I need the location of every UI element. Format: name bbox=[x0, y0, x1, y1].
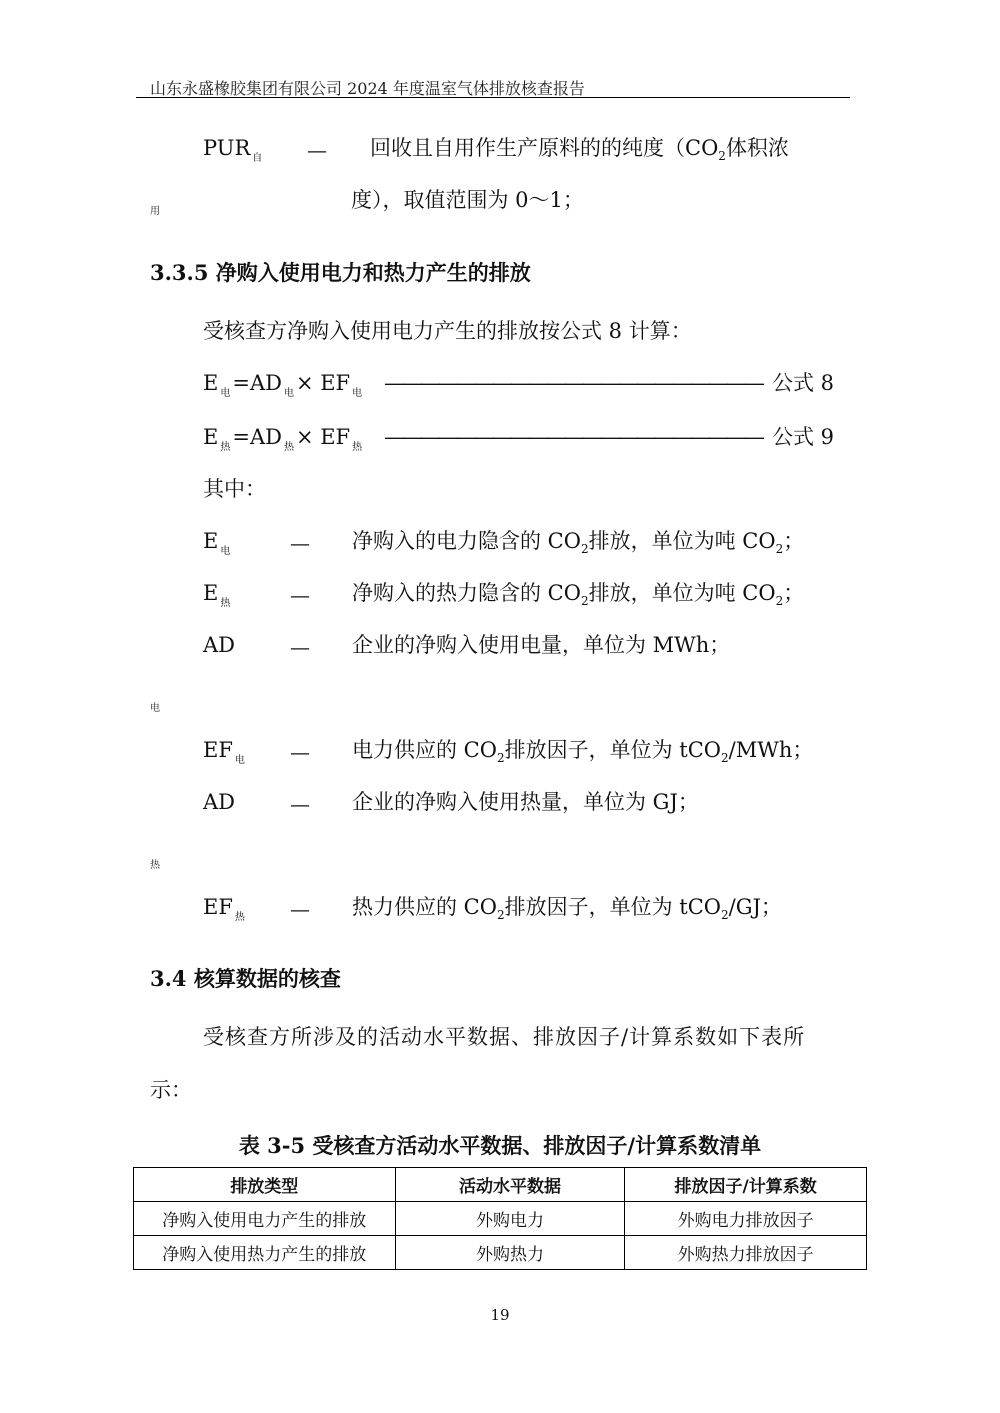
table-header-cell: 排放因子/计算系数 bbox=[625, 1168, 867, 1202]
def-ad-heat-symbol: AD bbox=[203, 790, 236, 814]
pur-desc-line1: 回收且自用作生产原料的的纯度（$CO_2$体积浓 bbox=[370, 136, 789, 163]
page-number: 19 bbox=[490, 1306, 510, 1324]
def-ad-heat-desc: 企业的净购入使用热量，单位为 GJ； bbox=[352, 790, 699, 814]
def-ef-elec-desc: 电力供应的 $CO_2$排放因子，单位为 tCO$_2$/MWh； bbox=[352, 738, 814, 765]
emission-table bbox=[133, 1167, 867, 1270]
section-heading-3-4: 3.4 核算数据的核查 bbox=[150, 966, 341, 991]
table-row bbox=[134, 1202, 867, 1236]
formula-9: E $_热$=AD $_热$× EF $_热$ bbox=[203, 425, 363, 453]
header-rule bbox=[136, 97, 850, 98]
def-ef-heat-desc: 热力供应的 $CO_2$排放因子，单位为 tCO$_2$/GJ； bbox=[352, 895, 782, 922]
stray-char-dian: 电 bbox=[150, 703, 160, 714]
table-header-row bbox=[134, 1168, 867, 1202]
table-caption: 表 3-5 受核查方活动水平数据、排放因子/计算系数清单 bbox=[238, 1133, 762, 1158]
def-ef-elec-symbol: EF $_电$ bbox=[203, 738, 245, 766]
para-3-4-line1: 受核查方所涉及的活动水平数据、排放因子/计算系数如下表所 bbox=[203, 1025, 806, 1049]
table-cell: 外购电力 bbox=[395, 1202, 625, 1236]
para-3-4-line2: 示： bbox=[150, 1078, 192, 1102]
table-cell: 净购入使用电力产生的排放 bbox=[134, 1202, 396, 1236]
where-label: 其中： bbox=[203, 477, 266, 501]
def-ef-elec-dash: — bbox=[290, 740, 310, 764]
formula-intro: 受核查方净购入使用电力产生的排放按公式 8 计算： bbox=[203, 319, 692, 343]
section-heading-3-3-5: 3.3.5 净购入使用电力和热力产生的排放 bbox=[150, 260, 531, 285]
pur-desc-line2: 度），取值范围为 0～1； bbox=[351, 188, 584, 212]
table-header-cell: 活动水平数据 bbox=[395, 1168, 625, 1202]
table-row bbox=[134, 1236, 867, 1270]
formula-9-leader: ————————————————————— bbox=[384, 425, 762, 449]
table-cell: 净购入使用热力产生的排放 bbox=[134, 1236, 396, 1270]
def-e-elec-desc: 净购入的电力隐含的 $CO_2$排放，单位为吨 $CO_2$； bbox=[352, 529, 805, 556]
formula-8-label: 公式 8 bbox=[772, 371, 835, 395]
def-e-heat-desc: 净购入的热力隐含的 $CO_2$排放，单位为吨 $CO_2$； bbox=[352, 581, 805, 608]
table-cell: 外购热力排放因子 bbox=[625, 1236, 867, 1270]
formula-8-leader: ————————————————————— bbox=[384, 371, 762, 395]
def-ad-elec-desc: 企业的净购入使用电量，单位为 MWh； bbox=[352, 633, 731, 657]
def-ad-heat-dash: — bbox=[290, 792, 310, 816]
def-ad-elec-dash: — bbox=[290, 635, 310, 659]
stray-char-yong: 用 bbox=[150, 206, 160, 217]
def-e-heat-symbol: E $_热$ bbox=[203, 581, 231, 609]
def-e-elec-symbol: E $_电$ bbox=[203, 529, 231, 557]
running-header: 山东永盛橡胶集团有限公司 2024 年度温室气体排放核查报告 bbox=[150, 79, 585, 98]
def-e-elec-dash: — bbox=[290, 531, 310, 555]
pur-symbol: PUR $_自$ bbox=[203, 136, 263, 164]
formula-9-label: 公式 9 bbox=[772, 425, 835, 449]
table-header-cell: 排放类型 bbox=[134, 1168, 396, 1202]
formula-8: E $_电$=AD $_电$× EF $_电$ bbox=[203, 371, 363, 399]
stray-char-re: 热 bbox=[150, 860, 160, 871]
table-cell: 外购热力 bbox=[395, 1236, 625, 1270]
def-ef-heat-symbol: EF $_热$ bbox=[203, 895, 245, 923]
pur-dash: — bbox=[307, 138, 327, 162]
def-ad-elec-symbol: AD bbox=[203, 633, 236, 657]
table-cell: 外购电力排放因子 bbox=[625, 1202, 867, 1236]
def-ef-heat-dash: — bbox=[290, 897, 310, 921]
def-e-heat-dash: — bbox=[290, 583, 310, 607]
